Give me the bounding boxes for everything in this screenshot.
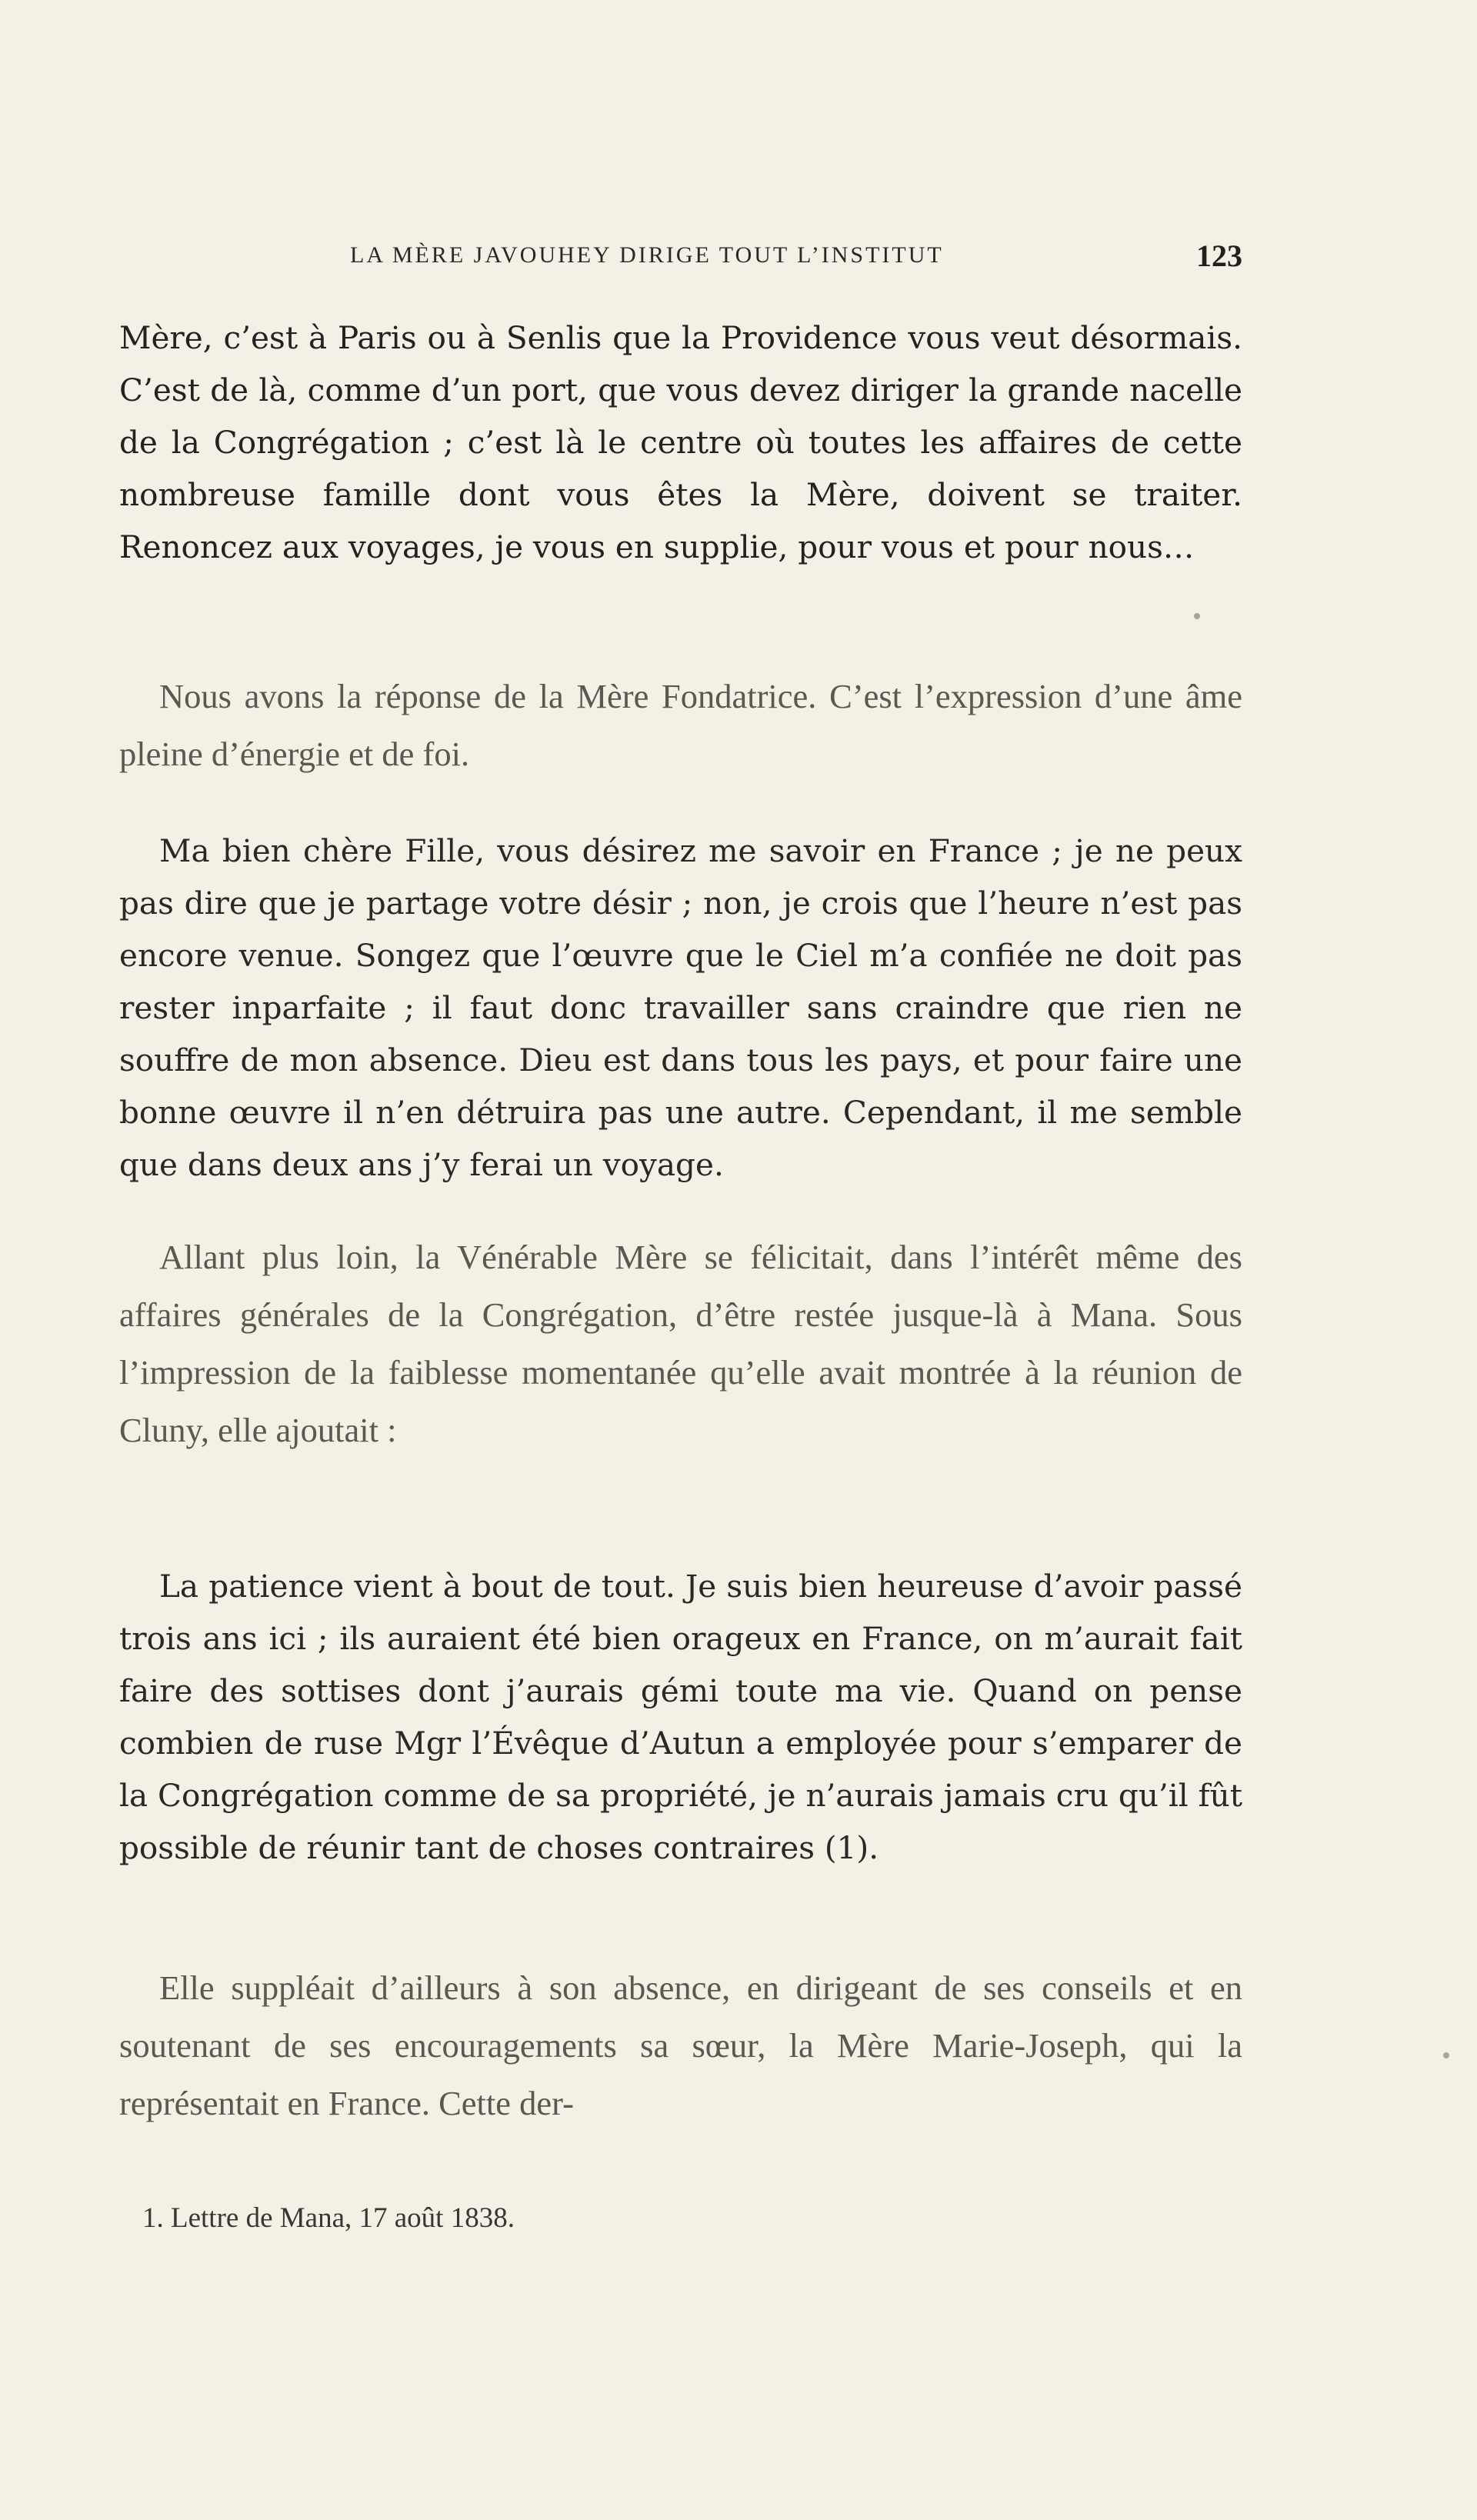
opening-quotation: Mère, c’est à Paris ou à Senlis que la Providence vous veut désormais. C’est de là, comme d’un port, que vous devez diriger la grande nacelle de la Congrégation ; c’est là le centre où toutes les affaires de cette nombreuse famille dont vous êtes la Mère, doivent se traiter. Renoncez aux voyages, je vous en supplie, pour vous et pour nous… bbox=[119, 319, 1242, 565]
paper-speck bbox=[1194, 613, 1200, 619]
running-title: LA MÈRE JAVOUHEY DIRIGE TOUT L’INSTITUT bbox=[350, 242, 944, 268]
footnote: 1. Lettre de Mana, 17 août 1838. bbox=[142, 2202, 515, 2234]
narrative-paragraph-2: Allant plus loin, la Vénérable Mère se félicitait, dans l’intérêt même des affaires générales de la Congrégation, d’être restée jusque-là à Mana. Sous l’impression de la faiblesse momentanée qu’elle avait montrée à la réunion de Cluny, elle ajoutait : bbox=[119, 1238, 1242, 1449]
narrative-paragraph-3: Elle suppléait d’ailleurs à son absence, en dirigeant de ses conseils et en soutenant de ses encouragements sa sœur, la Mère Marie-Joseph, qui la représentait en France. Cette der- bbox=[119, 1968, 1242, 2122]
quotation-letter-2: La patience vient à bout de tout. Je suis bien heureuse d’avoir passé trois ans ici ; ils auraient été bien orageux en France, on m’aurait fait faire des sottises dont j’aurais gémi toute ma vie. Quand on pense combien de ruse Mgr l’Évêque d’Autun a employée pour s’emparer de la Congrégation comme de sa propriété, je n’aurais jamais cru qu’il fût possible de réunir tant de choses contraires (1). bbox=[119, 1568, 1242, 1866]
narrative-paragraph-1: Nous avons la réponse de la Mère Fondatrice. C’est l’expression d’une âme pleine d’énergie et de foi. bbox=[119, 677, 1242, 773]
paper-speck bbox=[1443, 2052, 1449, 2058]
page-number: 123 bbox=[1196, 238, 1242, 273]
quotation-letter-1: Ma bien chère Fille, vous désirez me savoir en France ; je ne peux pas dire que je partage votre désir ; non, je crois que l’heure n’est pas encore venue. Songez que l’œuvre que le Ciel m’a confiée ne doit pas rester inparfaite ; il faut donc travailler sans craindre que rien ne souffre de mon absence. Dieu est dans tous les pays, et pour faire une bonne œuvre il n’en détruira pas une autre. Cependant, il me semble que dans deux ans j’y ferai un voyage. bbox=[119, 832, 1242, 1183]
running-head bbox=[119, 238, 1242, 279]
